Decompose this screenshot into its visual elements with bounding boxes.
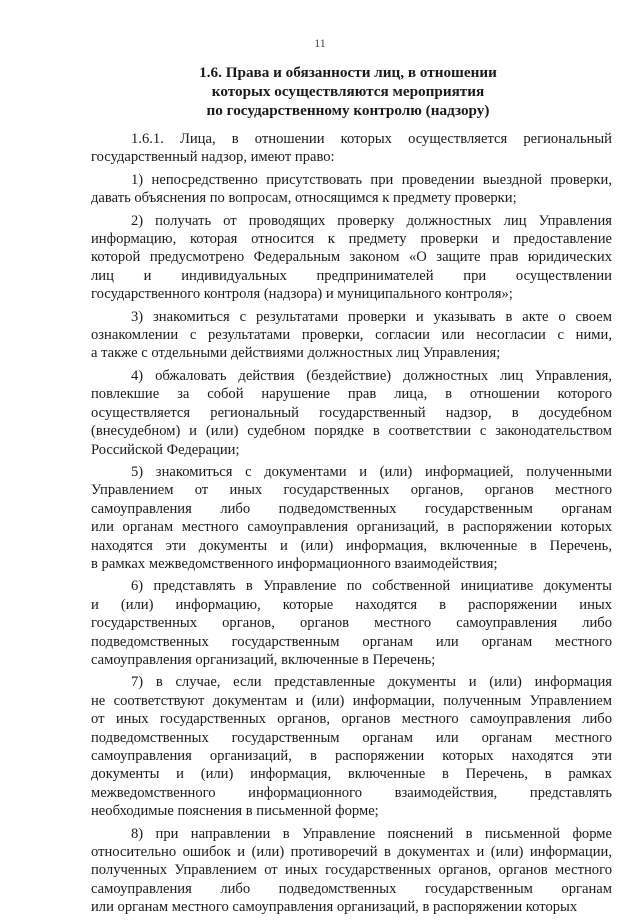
paragraph-line: самоуправления организаций, включенные в Перечень; [91,651,436,668]
paragraph [91,367,612,459]
paragraph [91,825,612,917]
paragraph-line: ознакомлении с результатами проверки, согласии или несогласии с ними, [91,327,612,344]
paragraph-line: или органам местного самоуправления организаций, в распоряжении которых [91,519,612,536]
paragraph-line: и (или) информацию, которые находятся в распоряжении иных [91,596,612,613]
paragraph-line: самоуправления либо подведомственных государственным органам [91,500,612,517]
paragraph-line: 4) обжаловать действия (бездействие) должностных лиц Управления, [131,367,612,384]
paragraph [91,673,612,820]
paragraph-line: 2) получать от проводящих проверку должностных лиц Управления [131,212,612,229]
paragraph [91,308,612,363]
paragraph-line: относительно ошибок и (или) противоречий в документах и (или) информации, [91,844,612,861]
paragraph-line: в рамках межведомственного информационного взаимодействия; [91,555,498,572]
paragraph-line: а также с отдельными действиями должностных лиц Управления; [91,345,501,362]
paragraph-line: подведомственных государственным органам или органам местного [91,729,612,746]
paragraph-line: которой предусмотрено Федеральным законом «О защите прав юридических [91,249,612,266]
paragraph [91,130,612,167]
paragraph-line: самоуправления либо подведомственных государственным органам [91,880,612,897]
paragraph-line: (внесудебном) и (или) судебном порядке в соответствии с законодательством [91,423,612,440]
paragraph-line: Управлением от иных государственных органов, органов местного [91,482,612,499]
paragraph [91,463,612,573]
paragraph-line: 5) знакомиться с документами и (или) информацией, полученными [131,463,612,480]
paragraph-line: государственного контроля (надзора) и муниципального контроля»; [91,286,513,303]
paragraph-line: осуществляется региональный государственный надзор, в досудебном [91,404,612,421]
page-number: 11 [314,36,326,50]
paragraph [91,577,612,669]
paragraph-line: государственный надзор, имеют право: [91,149,335,166]
paragraph-line: повлекшие за собой нарушение прав лица, в отношении которого [91,386,612,403]
paragraph-line: или органам местного самоуправления организаций, в распоряжении которых [91,899,578,916]
paragraph-line: информацию, которая относится к предмету проверки и предоставление [91,231,612,248]
paragraph-line: 1.6.1. Лица, в отношении которых осуществляется региональный [131,131,612,147]
paragraph-line: межведомственного информационного взаимодействия, представлять [91,784,612,801]
paragraph-line: не соответствуют документам и (или) информации, полученным Управлением [91,692,612,709]
paragraph [91,171,612,208]
paragraph-line: Российской Федерации; [91,441,240,458]
paragraph-line: подведомственных государственным органам или органам местного [91,633,612,650]
paragraph [91,212,612,304]
paragraph-line: от иных государственных органов, органов местного самоуправления либо [91,711,612,728]
paragraph-line: государственных органов, органов местного самоуправления либо [91,615,612,632]
paragraph-line: 3) знакомиться с результатами проверки и указывать в акте о своем [131,308,612,325]
paragraph-line: находятся эти документы и (или) информация, включенные в Перечень, [91,537,612,554]
paragraph-line: 8) при направлении в Управление пояснений в письменной форме [131,825,612,842]
heading-line: которых осуществляются мероприятия [211,83,485,100]
paragraph-line: давать объяснения по вопросам, относящимся к предмету проверки; [91,190,517,207]
document-body [91,130,612,921]
paragraph-line: лиц и индивидуальных предпринимателей при осуществлении [91,267,612,284]
paragraph-line: необходимые пояснения в письменной форме; [91,803,379,820]
paragraph-line: самоуправления организаций, в распоряжении которых находятся эти [91,748,612,764]
paragraph-line: документы и (или) информация, включенные в Перечень, в рамках [91,766,612,783]
heading-line: по государственному контролю (надзору) [206,102,490,119]
paragraph-line: 1) непосредственно присутствовать при проведении выездной проверки, [131,171,612,188]
paragraph-line: 7) в случае, если представленные документы и (или) информация [131,674,612,691]
heading-line: 1.6. Права и обязанности лиц, в отношении [199,64,497,81]
section-heading [100,63,596,120]
paragraph-line: полученных Управлением от иных государственных органов, органов местного [91,862,612,879]
paragraph-line: 6) представлять в Управление по собственной инициативе документы [131,578,612,595]
